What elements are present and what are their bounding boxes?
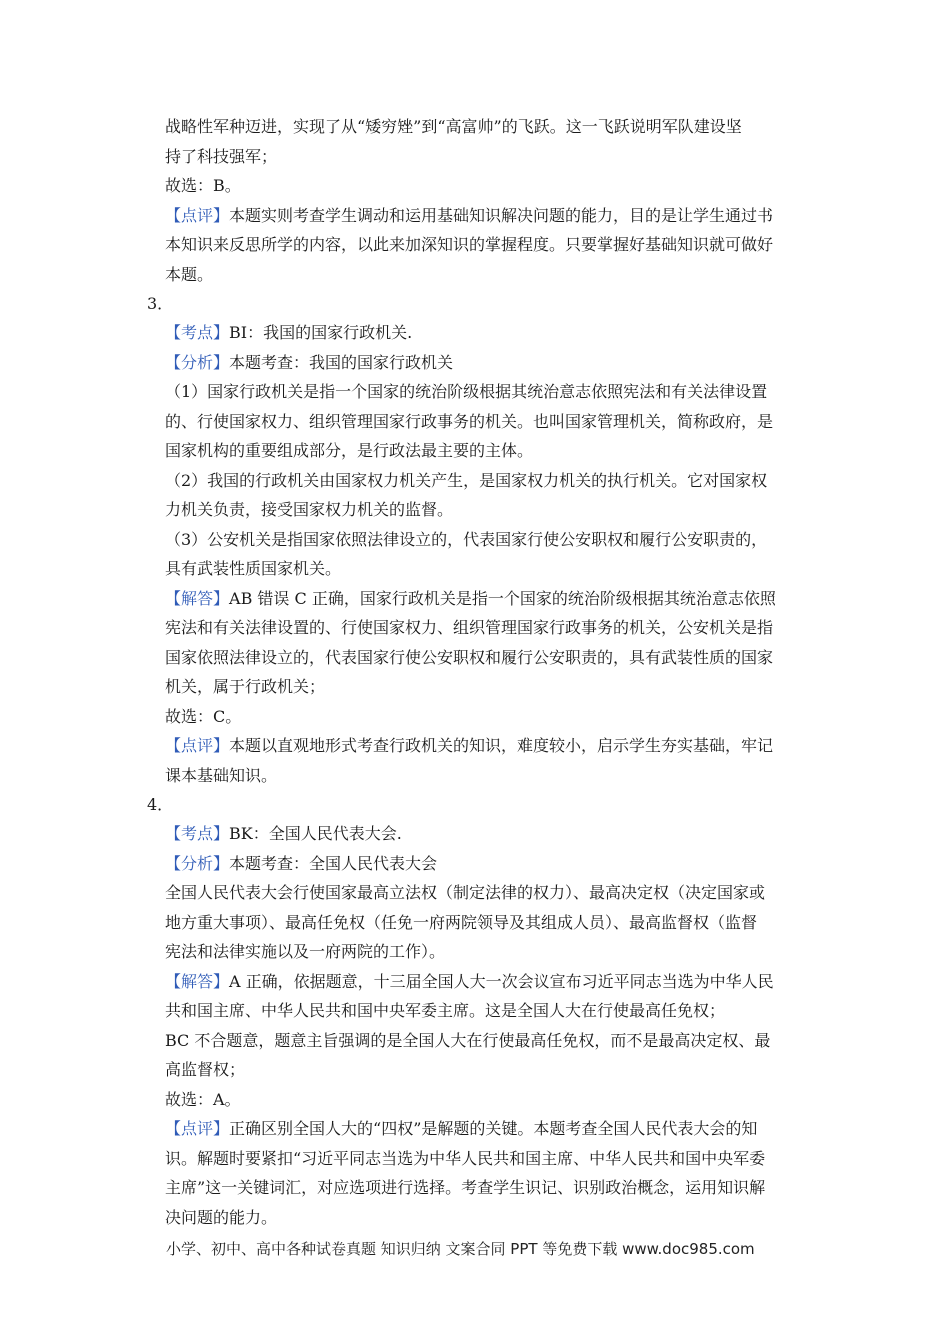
fenxi-tag: 【分析】 [165, 352, 230, 372]
answer-line: 故选：C。 [165, 706, 242, 726]
kaodian-text: BK：全国人民代表大会. [229, 824, 402, 843]
kaodian-tag: 【考点】 [165, 824, 230, 843]
kaodian-text: BI：我国的国家行政机关. [229, 323, 413, 342]
comment-line [165, 731, 810, 761]
text-line: 主席”这一关键词汇，对应选项进行选择。考查学生识记、识别政治概念，运用知识解 [165, 1178, 766, 1197]
text-line: 决问题的能力。 [165, 1207, 278, 1227]
q2-continuation [165, 112, 810, 289]
q4-section [165, 819, 810, 1232]
jieda-line [165, 967, 810, 997]
text-line: 力机关负责，接受国家权力机关的监督。 [165, 500, 454, 519]
comment-tag: 【点评】 [165, 205, 230, 225]
text-line: 本题。 [165, 264, 214, 284]
text-line: 本知识来反思所学的内容，以此来加深知识的掌握程度。只要掌握好基础知识就可做好 [165, 235, 774, 254]
text-line: 战略性军种迈进，实现了从“矮穷矬”到“高富帅”的飞跃。这一飞跃说明军队建设坚 [165, 117, 742, 136]
comment-text: 本题以直观地形式考查行政机关的知识，难度较小，启示学生夯实基础，牢记 [229, 736, 774, 755]
text-line: 识。解题时要紧扣“习近平同志当选为中华人民共和国主席、中华人民共和国中央军委 [165, 1148, 766, 1168]
kaodian-line [165, 819, 810, 849]
text-line: 的、行使国家权力、组织管理国家行政事务的机关。也叫国家管理机关，简称政府，是 [165, 411, 774, 431]
fenxi-line [165, 849, 810, 879]
text-line: 课本基础知识。 [165, 765, 278, 785]
jieda-text: A 正确，依据题意，十三届全国人大一次会议宣布习近平同志当选为中华人民 [229, 971, 774, 991]
fenxi-text: 本题考查：我国的国家行政机关 [229, 352, 454, 372]
text-line: 宪法和有关法律设置的、行使国家权力、组织管理国家行政事务的机关，公安机关是指 [165, 618, 774, 637]
text-line: 持了科技强军； [165, 146, 278, 166]
question-number-4: 4． [147, 795, 174, 814]
text-line: 机关，属于行政机关； [165, 677, 326, 696]
comment-text: 本题实则考查学生调动和运用基础知识解决问题的能力，目的是让学生通过书 [229, 205, 774, 225]
text-line: 宪法和法律实施以及一府两院的工作）。 [165, 942, 446, 961]
text-line: （2）我国的行政机关由国家权力机关产生，是国家权力机关的执行机关。它对国家权 [165, 470, 768, 490]
jieda-tag: 【解答】 [165, 971, 230, 991]
text-line: （1）国家行政机关是指一个国家的统治阶级根据其统治意志依照宪法和有关法律设置 [165, 382, 768, 401]
answer-line: 故选：A。 [165, 1089, 241, 1109]
text-line: 高监督权； [165, 1060, 246, 1079]
jieda-text: AB 错误 C 正确，国家行政机关是指一个国家的统治阶级根据其统治意志依照 [229, 588, 776, 608]
page-footer: 小学、初中、高中各种试卷真题 知识归纳 文案合同 PPT 等免费下载 www.doc985.com [166, 1240, 755, 1258]
text-line: （3）公安机关是指国家依照法律设立的，代表国家行使公安职权和履行公安职责的， [165, 529, 768, 549]
jieda-line [165, 584, 810, 614]
comment-text: 正确区别全国人大的“四权”是解题的关键。本题考查全国人民代表大会的知 [229, 1119, 758, 1138]
kaodian-tag: 【考点】 [165, 323, 230, 342]
fenxi-tag: 【分析】 [165, 853, 230, 873]
text-line: 全国人民代表大会行使国家最高立法权（制定法律的权力）、最高决定权（决定国家或 [165, 883, 766, 902]
text-line: BC 不合题意，题意主旨强调的是全国人大在行使最高任免权，而不是最高决定权、最 [165, 1030, 771, 1050]
text-line: 地方重大事项）、最高任免权（任免一府两院领导及其组成人员）、最高监督权（监督 [165, 912, 758, 932]
jieda-tag: 【解答】 [165, 588, 230, 608]
text-line: 国家依照法律设立的，代表国家行使公安职权和履行公安职责的，具有武装性质的国家 [165, 647, 774, 667]
answer-line: 故选：B。 [165, 176, 241, 195]
comment-line [165, 1114, 810, 1144]
text-line: 国家机构的重要组成部分，是行政法最主要的主体。 [165, 441, 534, 460]
q3-section [165, 318, 810, 790]
comment-tag: 【点评】 [165, 1119, 230, 1138]
question-number-3: 3． [147, 294, 174, 313]
comment-tag: 【点评】 [165, 736, 230, 755]
fenxi-line [165, 348, 810, 378]
fenxi-text: 本题考查：全国人民代表大会 [229, 853, 438, 873]
text-line: 具有武装性质国家机关。 [165, 559, 342, 578]
comment-line [165, 201, 810, 231]
kaodian-line [165, 318, 810, 348]
text-line: 共和国主席、中华人民共和国中央军委主席。这是全国人大在行使最高任免权； [165, 1001, 726, 1020]
